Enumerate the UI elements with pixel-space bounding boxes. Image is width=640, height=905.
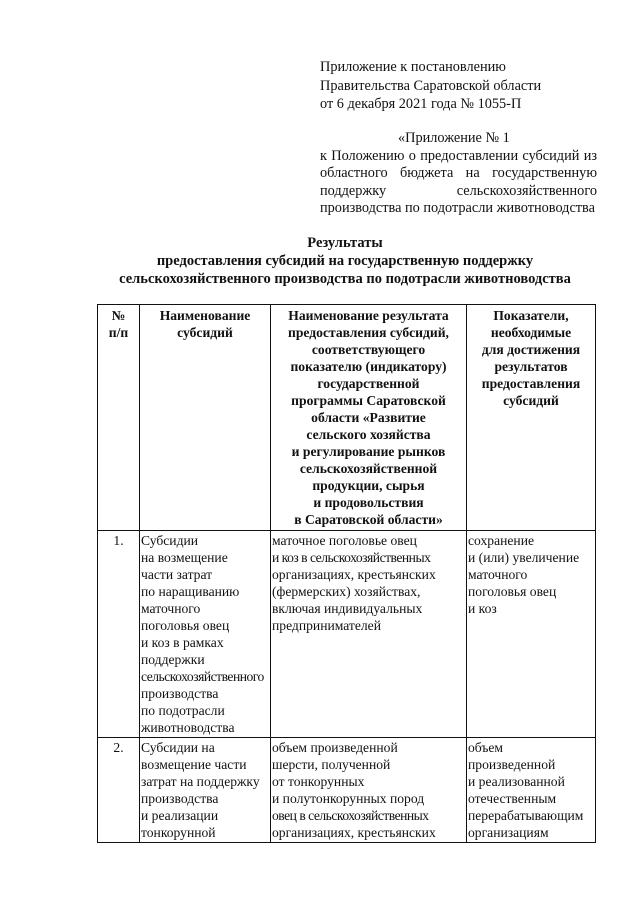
cell-line: объем — [468, 740, 504, 755]
appendix-line: Правительства Саратовской области — [320, 77, 542, 94]
cell-subsidy — [140, 531, 271, 738]
header-line: показателю (индикатору) — [290, 359, 447, 374]
cell-line: овец в сельскохозяйственных — [272, 808, 429, 823]
table-row — [98, 531, 596, 738]
cell-line: и коз в рамках — [141, 635, 224, 650]
cell-line: организациях, крестьянских — [272, 567, 436, 582]
cell-line: маточного — [468, 567, 528, 582]
cell-line: поголовья овец — [141, 618, 230, 633]
title-line-1: Результаты — [307, 235, 383, 251]
header-line: результатов — [494, 359, 568, 374]
cell-line: сохранение — [468, 533, 535, 548]
header-line: предоставления субсидий, — [288, 325, 449, 340]
cell-line: и реализации — [141, 808, 219, 823]
header-line: программы Саратовской — [291, 393, 446, 408]
cell-line: поголовья овец — [468, 584, 557, 599]
header-line: соответствующего — [311, 342, 426, 357]
row-number: 2. — [98, 738, 140, 843]
cell-line: (фермерских) хозяйствах, — [272, 584, 421, 599]
cell-line: произведенной — [468, 757, 556, 772]
cell-line: перерабатывающим — [468, 808, 584, 823]
document-title — [95, 234, 595, 288]
cell-line: отечественным — [468, 791, 557, 806]
cell-line: и коз — [468, 601, 497, 616]
cell-indicator — [467, 531, 596, 738]
header-line: Наименование результата — [288, 308, 449, 323]
results-table — [97, 304, 596, 843]
header-line: необходимые — [490, 325, 572, 340]
cell-line: поддержки — [141, 652, 205, 667]
header-line: субсидий — [503, 393, 559, 408]
cell-line: и коз в сельскохозяйственных — [272, 550, 431, 565]
header-line: сельскохозяйственной — [299, 461, 438, 476]
cell-line: маточное поголовье овец — [272, 533, 417, 548]
cell-line: производства — [141, 791, 219, 806]
header-number — [98, 305, 140, 531]
header-line: сельского хозяйства — [306, 427, 431, 442]
title-line-3: сельскохозяйственного производства по подотрасли животноводства — [119, 271, 571, 287]
header-subsidy-name — [140, 305, 271, 531]
cell-line: тонкорунной — [141, 825, 216, 840]
cell-subsidy — [140, 738, 271, 843]
cell-line: включая индивидуальных — [272, 601, 423, 616]
header-line: п/п — [108, 325, 129, 340]
header-line: области «Развитие — [311, 410, 426, 425]
table-header-row — [98, 305, 596, 531]
cell-line: части затрат — [141, 567, 213, 582]
row-number: 1. — [98, 531, 140, 738]
appendix-1-body: к Положению о предоставлении субсидий из областного бюджета на государственную поддержку сельскохозяйственного производства по подотрасли животноводства — [320, 147, 597, 216]
cell-line: от тонкорунных — [272, 774, 365, 789]
appendix-header — [320, 58, 620, 114]
title-line-2: предоставления субсидий на государственную поддержку — [156, 253, 534, 269]
cell-line: производства — [141, 686, 219, 701]
cell-line: Субсидии — [141, 533, 199, 548]
cell-line: организациях, крестьянских — [272, 825, 436, 840]
header-line: продукции, сырья — [312, 478, 425, 493]
cell-line: маточного — [141, 601, 201, 616]
header-line: и регулирование рынков — [291, 444, 446, 459]
table-row — [98, 738, 596, 843]
cell-line: на возмещение — [141, 550, 228, 565]
header-line: Показатели, — [493, 308, 569, 323]
header-line: Наименование — [159, 308, 251, 323]
header-indicators — [467, 305, 596, 531]
cell-line: по подотрасли — [141, 703, 225, 718]
header-line: субсидий — [177, 325, 233, 340]
header-line: для достижения — [481, 342, 581, 357]
cell-result — [271, 531, 467, 738]
header-result-name — [271, 305, 467, 531]
header-line: и продовольствия — [313, 495, 424, 510]
cell-line: объем произведенной — [272, 740, 398, 755]
header-line: № — [111, 308, 126, 323]
table-body — [98, 531, 596, 843]
header-line: государственной — [317, 376, 420, 391]
cell-line: животноводства — [141, 720, 235, 735]
cell-line: по наращиванию — [141, 584, 240, 599]
header-line: в Саратовской области» — [294, 512, 443, 527]
appendix-line: Приложение к постановлению — [320, 59, 506, 75]
cell-line: предпринимателей — [272, 618, 381, 633]
cell-line: и реализованной — [468, 774, 565, 789]
cell-line: и полутонкорунных пород — [272, 791, 425, 806]
cell-line: сельскохозяйственного — [141, 669, 264, 684]
appendix-1-reference — [320, 130, 597, 218]
appendix-line: от 6 декабря 2021 года № 1055-П — [320, 96, 522, 112]
cell-indicator — [467, 738, 596, 843]
cell-result — [271, 738, 467, 843]
cell-line: шерсти, полученной — [272, 757, 391, 772]
appendix-1-title: «Приложение № 1 — [398, 130, 510, 146]
cell-line: Субсидии на — [141, 740, 215, 755]
cell-line: затрат на поддержку — [141, 774, 260, 789]
cell-line: возмещение части — [141, 757, 247, 772]
cell-line: и (или) увеличение — [468, 550, 580, 565]
header-line: предоставления — [481, 376, 581, 391]
cell-line: организациям — [468, 825, 549, 840]
